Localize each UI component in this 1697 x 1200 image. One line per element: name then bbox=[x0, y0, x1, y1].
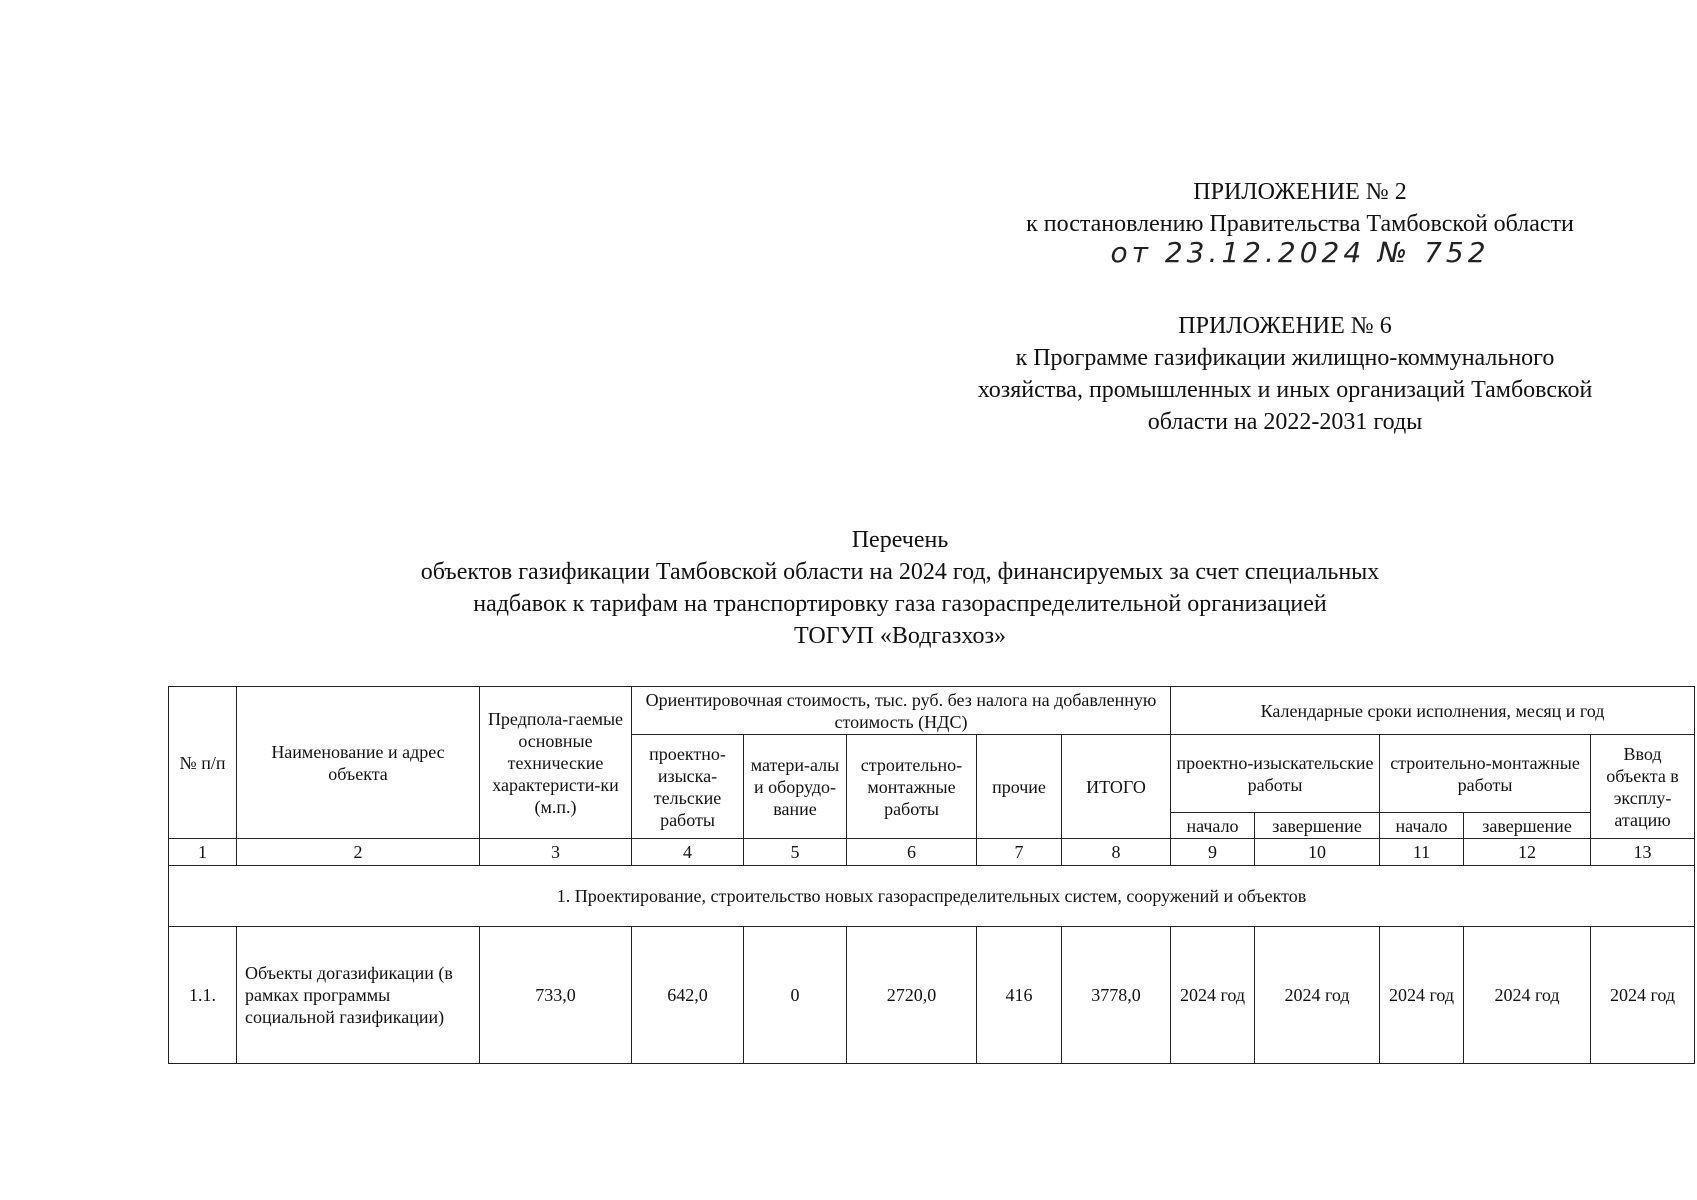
section-row bbox=[169, 866, 1695, 927]
appendix-6-line1: к Программе газификации жилищно-коммунального bbox=[1015, 345, 1555, 371]
col-number: 5 bbox=[744, 839, 847, 866]
col-number: 10 bbox=[1255, 839, 1380, 866]
header-cal-survey: проектно-изыскательские работы bbox=[1171, 735, 1380, 813]
row-num: 1.1. bbox=[169, 927, 237, 1064]
section-title: 1. Проектирование, строительство новых газораспределительных систем, сооружений и объектов bbox=[169, 866, 1695, 927]
appendix-2-line1: к постановлению Правительства Тамбовской области bbox=[1026, 211, 1574, 237]
row-other-cost: 416 bbox=[977, 927, 1062, 1064]
header-other: прочие bbox=[977, 735, 1062, 839]
header-total: ИТОГО bbox=[1062, 735, 1171, 839]
row-commissioning: 2024 год bbox=[1591, 927, 1695, 1064]
title-line2: объектов газификации Тамбовской области на 2024 год, финансируемых за счет специальных bbox=[420, 559, 1380, 585]
appendix-6-line3: области на 2022-2031 годы bbox=[1147, 409, 1423, 435]
appendix-6-line2: хозяйства, промышленных и иных организаций Тамбовской bbox=[977, 377, 1593, 403]
row-survey-end: 2024 год bbox=[1255, 927, 1380, 1064]
column-number-row bbox=[169, 839, 1695, 866]
col-number: 3 bbox=[480, 839, 632, 866]
header-calendar-group: Календарные сроки исполнения, месяц и год bbox=[1171, 687, 1695, 735]
col-number: 8 bbox=[1062, 839, 1171, 866]
appendix-6-title: ПРИЛОЖЕНИЕ № 6 bbox=[1178, 313, 1392, 339]
appendix-6-header bbox=[885, 310, 1685, 438]
row-survey-cost: 642,0 bbox=[632, 927, 744, 1064]
col-number: 4 bbox=[632, 839, 744, 866]
appendix-2-title: ПРИЛОЖЕНИЕ № 2 bbox=[1193, 179, 1407, 205]
header-start-2: начало bbox=[1380, 813, 1464, 839]
col-number: 11 bbox=[1380, 839, 1464, 866]
col-number: 9 bbox=[1171, 839, 1255, 866]
col-number: 1 bbox=[169, 839, 237, 866]
col-number: 7 bbox=[977, 839, 1062, 866]
appendix-2-header bbox=[930, 176, 1670, 270]
header-name: Наименование и адрес объекта bbox=[237, 687, 480, 839]
header-cost-group: Ориентировочная стоимость, тыс. руб. без налога на добавленную стоимость (НДС) bbox=[632, 687, 1171, 735]
row-construction-end: 2024 год bbox=[1464, 927, 1591, 1064]
header-end-1: завершение bbox=[1255, 813, 1380, 839]
row-survey-start: 2024 год bbox=[1171, 927, 1255, 1064]
header-survey: проектно-изыска-тельские работы bbox=[632, 735, 744, 839]
title-line1: Перечень bbox=[851, 527, 949, 553]
col-number: 6 bbox=[847, 839, 977, 866]
header-commissioning: Ввод объекта в эксплу-атацию bbox=[1591, 735, 1695, 839]
header-materials: матери-алы и оборудо-вание bbox=[744, 735, 847, 839]
gasification-objects-table bbox=[168, 686, 1695, 1064]
header-tech: Предпола-гаемые основные технические характеристи-ки (м.п.) bbox=[480, 687, 632, 839]
header-start-1: начало bbox=[1171, 813, 1255, 839]
document-title bbox=[300, 524, 1500, 652]
row-total-cost: 3778,0 bbox=[1062, 927, 1171, 1064]
handwritten-date-number: от 23.12.2024 № 752 bbox=[1110, 236, 1490, 269]
header-construction: строительно-монтажные работы bbox=[847, 735, 977, 839]
row-construction-start: 2024 год bbox=[1380, 927, 1464, 1064]
row-name: Объекты догазификации (в рамках программы социальной газификации) bbox=[237, 927, 480, 1064]
col-number: 2 bbox=[237, 839, 480, 866]
header-num: № п/п bbox=[169, 687, 237, 839]
title-line3: надбавок к тарифам на транспортировку газа газораспределительной организацией bbox=[473, 591, 1327, 617]
title-line4: ТОГУП «Водгазхоз» bbox=[794, 623, 1006, 649]
col-number: 13 bbox=[1591, 839, 1695, 866]
table-row bbox=[169, 927, 1695, 1064]
header-end-2: завершение bbox=[1464, 813, 1591, 839]
header-cal-construction: строительно-монтажные работы bbox=[1380, 735, 1591, 813]
row-tech: 733,0 bbox=[480, 927, 632, 1064]
row-materials-cost: 0 bbox=[744, 927, 847, 1064]
col-number: 12 bbox=[1464, 839, 1591, 866]
row-construction-cost: 2720,0 bbox=[847, 927, 977, 1064]
